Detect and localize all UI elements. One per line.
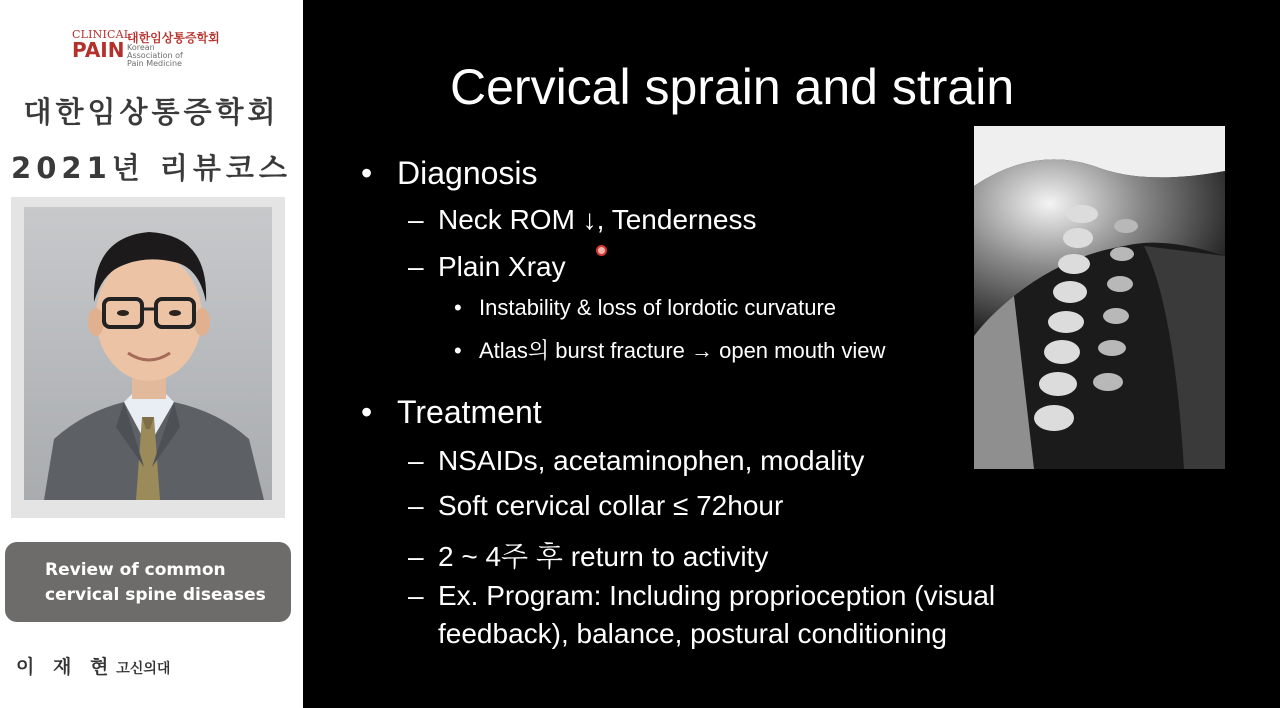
xray-illustration: [974, 126, 1225, 469]
speaker-photo-frame: [11, 197, 285, 518]
xray-subitem: [454, 334, 885, 365]
bullet-icon: •: [361, 394, 373, 430]
diagnosis-item-text: Neck ROM ↓, Tenderness: [438, 204, 757, 235]
bullet-icon: •: [361, 155, 373, 191]
treatment-item-continuation: [438, 618, 947, 650]
speaker-name: 이 재 현: [16, 656, 115, 678]
course-org-title: 대한임상통증학회: [23, 95, 280, 129]
course-topic-text: Review of common cervical spine diseases: [45, 560, 266, 605]
cervical-xray-image: [974, 126, 1225, 469]
diagnosis-item-text: Plain Xray: [438, 251, 566, 282]
dash-icon: –: [408, 204, 424, 235]
treatment-heading-line: [361, 394, 542, 431]
xray-subitem-text: Instability & loss of lordotic curvature: [479, 295, 837, 320]
speaker-portrait-illustration: [24, 207, 272, 500]
dash-icon: –: [408, 541, 424, 572]
speaker-panel: [0, 0, 303, 708]
logo-english-name: Korean Association of Pain Medicine: [127, 43, 183, 68]
diagnosis-heading-line: [361, 155, 538, 192]
treatment-item-text: Soft cervical collar ≤ 72hour: [438, 490, 784, 521]
xray-subitem: [454, 295, 836, 321]
treatment-heading: Treatment: [397, 394, 542, 430]
treatment-item: [408, 535, 768, 575]
treatment-item-text: NSAIDs, acetaminophen, modality: [438, 445, 865, 476]
logo-korean-name: 대한임상통증학회: [127, 31, 220, 45]
treatment-item: [408, 580, 995, 612]
presentation-slide: [303, 0, 1280, 708]
treatment-item-text: Ex. Program: Including proprioception (visual: [438, 580, 996, 611]
logo-clinical-text: CLINICAL: [72, 28, 132, 41]
course-topic-box: [5, 542, 291, 622]
association-logo: [72, 28, 242, 68]
laser-pointer-dot: [596, 245, 607, 256]
logo-pain-text: PAIN: [72, 38, 125, 62]
bullet-icon: •: [454, 338, 462, 363]
speaker-photo: [24, 207, 272, 500]
speaker-name-line: [16, 652, 170, 679]
treatment-item-text: feedback), balance, postural conditioning: [438, 618, 948, 649]
bullet-icon: •: [454, 295, 462, 320]
diagnosis-item: [408, 204, 757, 236]
course-year-title: 2021년 리뷰코스: [11, 151, 292, 185]
dash-icon: –: [408, 445, 424, 476]
dash-icon: –: [408, 580, 424, 611]
treatment-item: [408, 445, 864, 477]
diagnosis-heading: Diagnosis: [397, 155, 538, 191]
speaker-affiliation: 고신의대: [116, 661, 171, 677]
dash-icon: –: [408, 490, 424, 521]
xray-subitem-text: Atlas의 burst fracture → open mouth view: [479, 338, 886, 363]
slide-title: Cervical sprain and strain: [450, 59, 1015, 115]
treatment-item: [408, 490, 783, 522]
diagnosis-item: [408, 251, 566, 283]
dash-icon: –: [408, 251, 424, 282]
treatment-item-text: 2 ~ 4주 후 return to activity: [438, 541, 769, 572]
